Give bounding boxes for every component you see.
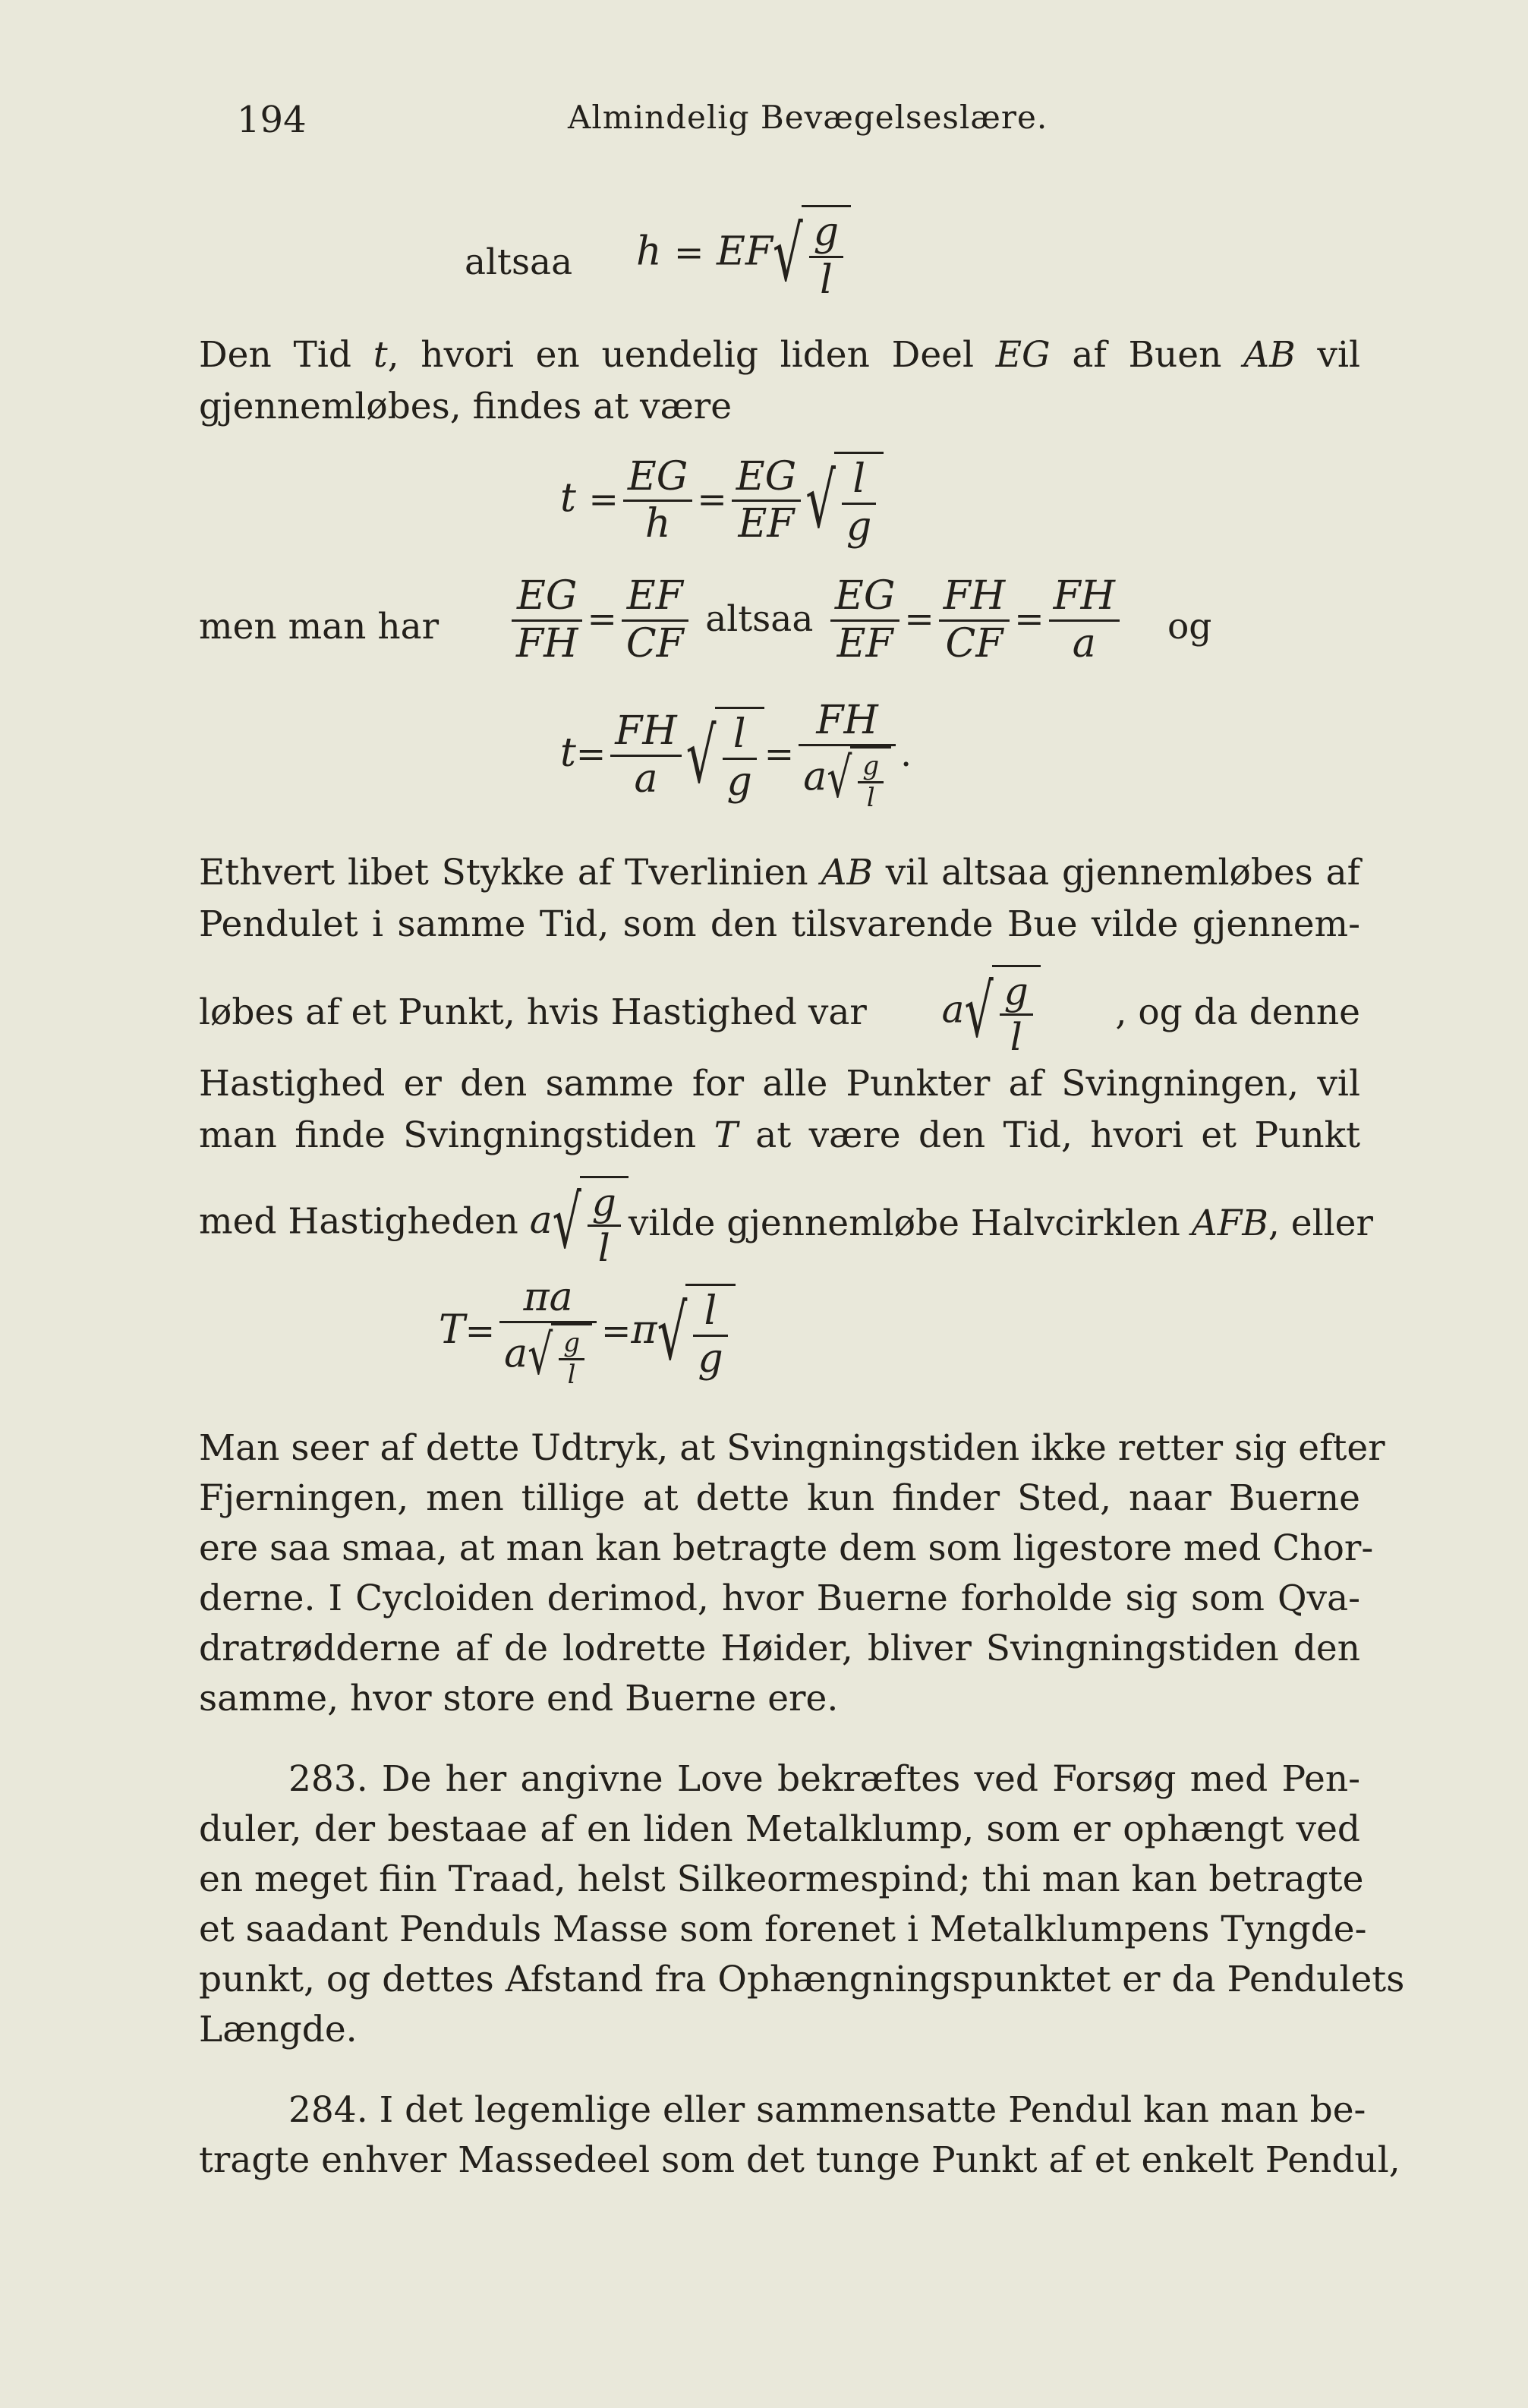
para3-line1: Man seer af dette Udtryk, at Svingningstiden ikke retter sig efter [199,1427,1385,1469]
eq3-lead: men man har [199,606,439,648]
equation-1: h = EF√ $\frac{g}{l}$ [636,205,851,304]
equation-2: t = $\frac{EG}{h}$ = $\frac{EG}{EF}$ √ $\frac{l}{g}$ [560,452,884,550]
eq3-tail: og [1167,606,1212,648]
velocity-formula: a√ $\frac{g}{l}$ [942,965,1041,1060]
running-title: Almindelig Bevægelseslære. [568,99,1048,136]
para2-line5: man finde Svingningstiden T at være den Tid, hvori et Punkt [199,1114,1360,1156]
para4-line2: duler, der bestaae af en liden Metalklump, som er ophængt ved [199,1808,1360,1850]
para1-line2: gjennemløbes, findes at være [199,386,732,427]
equation-5: T= πa a√ $\frac{g}{l}$ =π√ $\frac{l}{g}$ [439,1275,736,1390]
para3-line2: Fjerningen, men tillige at dette kun finder Sted, naar Buerne [199,1477,1360,1519]
eq1-lead: altsaa [465,241,573,283]
para5-line1: 284. I det legemlige eller sammensatte Pendul kan man be- [288,2089,1366,2131]
para4-line6: Længde. [199,2009,358,2050]
equation-4: t= $\frac{FH}{a}$ √ $\frac{l}{g}$ = FH a√ $\frac{g}{l}$ . [560,698,912,813]
para3-line5: dratrødderne af de lodrette Høider, bliver Svingningstiden den [199,1628,1360,1669]
page-number: 194 [237,99,307,141]
para4-line4: et saadant Penduls Masse som forenet i Metalklumpens Tyngde- [199,1908,1367,1950]
para2-line2: Pendulet i samme Tid, som den tilsvarende Bue vilde gjennem- [199,903,1360,945]
para2-line3: løbes af et Punkt, hvis Hastighed var a√ $\frac{g}{l}$ , og da denne [199,970,1360,1054]
para5-line2: tragte enhver Massedeel som det tunge Punkt af et enkelt Pendul, [199,2139,1400,2181]
para2-line6: med Hastigheden a√ $\frac{g}{l}$ vilde gjennemløbe Halvcirklen AFB, eller [199,1181,1360,1265]
equation-3: $\frac{EG}{FH}$ = $\frac{EF}{CF}$ altsaa $\frac{EG}{EF}$ = $\frac{FH}{CF}$ = $\frac{FH}{a}$ [507,574,1124,667]
para2-line1: Ethvert libet Stykke af Tverlinien AB vil altsaa gjennemløbes af [199,852,1361,894]
para1-line1: Den Tid t, hvori en uendelig liden Deel EG af Buen AB vil [199,334,1361,376]
para3-line6: samme, hvor store end Buerne ere. [199,1678,839,1719]
para3-line4: derne. I Cycloiden derimod, hvor Buerne forholde sig som Qva- [199,1577,1360,1619]
para4-line1: 283. De her angivne Love bekræftes ved Forsøg med Pen- [288,1758,1360,1800]
para4-line5: punkt, og dettes Afstand fra Ophængningspunktet er da Pendulets [199,1959,1405,2000]
para3-line3: ere saa smaa, at man kan betragte dem som ligestore med Chor- [199,1527,1374,1569]
para2-line4: Hastighed er den samme for alle Punkter af Svingningen, vil [199,1063,1360,1105]
velocity-formula-2: a√ $\frac{g}{l}$ [530,1198,629,1242]
para4-line3: en meget fiin Traad, helst Silkeormespind; thi man kan betragte [199,1858,1364,1900]
